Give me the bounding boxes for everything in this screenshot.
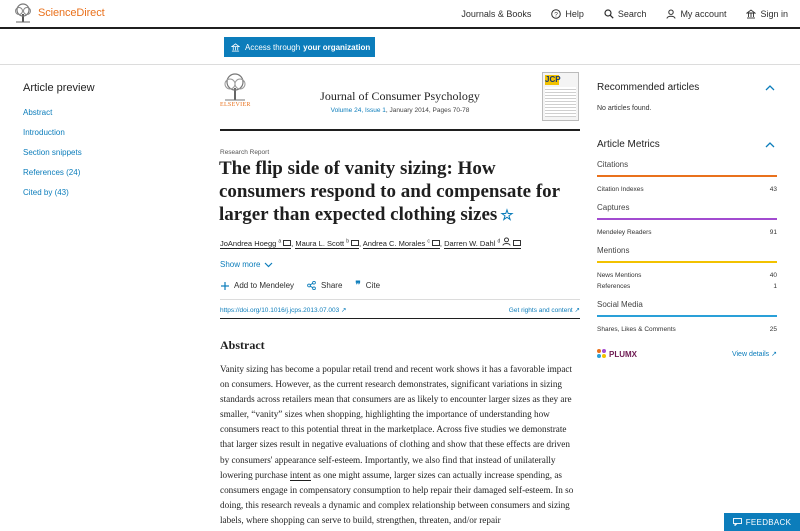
nav-cited-by[interactable]: Cited by (43) [23, 188, 69, 197]
article-type: Research Report [220, 149, 270, 156]
metric-label: Citation Indexes [597, 186, 644, 193]
metric-row [597, 186, 777, 193]
journals-books-label: Journals & Books [461, 8, 532, 19]
search-icon [604, 9, 614, 19]
search-link[interactable] [604, 9, 647, 19]
intent-link[interactable]: intent [289, 469, 311, 480]
help-label: Help [565, 8, 584, 19]
view-details-link[interactable]: View details ↗ [731, 351, 777, 358]
search-label: Search [617, 8, 647, 19]
author-sup: d [497, 238, 501, 245]
metric-value: 25 [769, 326, 777, 333]
my-account-label: My account [680, 8, 727, 19]
metric-value: 43 [769, 186, 777, 193]
cite-label: Cite [365, 281, 381, 290]
share-button[interactable] [307, 281, 342, 290]
journal-title[interactable]: Journal of Consumer Psychology [320, 89, 480, 103]
author-name: JoAndrea Hoegg [220, 239, 277, 248]
share-label: Share [321, 281, 343, 290]
abstract-part-b: as one might assume, larger sizes can actually increase spending, as consumers engage in compensatory consumption to help repair their damaged self-esteem. In so doing, this research reveals a dynamic and complex relationship between consumers and sizing labels, where shopping can serve to build, strengthen, threaten, and/or repair [220, 469, 574, 525]
plumx-row [597, 349, 777, 359]
plus-icon [221, 282, 229, 290]
metric-category-mentions: Mentions [597, 246, 777, 263]
elsevier-tree-icon [12, 3, 34, 23]
metric-row [597, 326, 777, 333]
author-link[interactable] [363, 239, 440, 249]
show-more-label: Show more [220, 260, 261, 269]
divider [0, 64, 800, 65]
star-icon[interactable]: ☆ [500, 208, 514, 224]
institution-icon [746, 9, 756, 19]
sciencedirect-logo[interactable] [12, 3, 105, 23]
feedback-label: FEEDBACK [745, 517, 792, 527]
metric-label: References [597, 283, 631, 290]
add-to-mendeley-button[interactable] [221, 281, 294, 290]
author-link[interactable] [220, 239, 291, 249]
brand-name: ScienceDirect [38, 7, 105, 19]
author-name: Andrea C. Morales [362, 239, 426, 248]
plumx-label: PLUMX [609, 349, 637, 359]
metric-row [597, 229, 777, 236]
access-bold: your organization [303, 42, 371, 52]
cover-content [545, 87, 576, 117]
my-account-link[interactable] [666, 9, 726, 19]
author-sup: a [278, 238, 282, 245]
cite-button[interactable] [355, 281, 380, 290]
mail-icon [351, 240, 359, 246]
svg-text:?: ? [554, 11, 559, 18]
chevron-down-icon [264, 262, 273, 268]
abstract-text [220, 362, 580, 528]
metric-category-social: Social Media [597, 300, 777, 317]
nav-abstract[interactable]: Abstract [23, 108, 53, 117]
quote-icon: ❞ [355, 279, 361, 291]
show-more-button[interactable] [220, 260, 273, 269]
doi-link[interactable]: https://doi.org/10.1016/j.jcps.2013.07.003 ↗ [220, 307, 347, 314]
help-link[interactable] [551, 9, 584, 19]
chat-icon [733, 518, 742, 526]
plumx-logo[interactable] [597, 349, 637, 359]
volume-link[interactable]: Volume 24, Issue 1 [330, 107, 386, 114]
journals-books-link[interactable] [461, 9, 531, 19]
metric-value: 91 [769, 229, 777, 236]
metric-category-captures: Captures [597, 203, 777, 220]
metrics-header[interactable] [597, 139, 777, 150]
right-sidebar [597, 82, 777, 359]
abstract-part-a: Vanity sizing has become a popular retail trend and recent work shows it has a favorable impact on consumers. However, as the current research demonstrates, significant variations in sizing standards across retailers mean that consumers are as likely to encounter larger sizes as they are smaller, “vanity” sizes when shopping, highlighting the importance of understanding how consumers react to this potential threat in the marketplace. Across five studies we demonstrate that larger sizes result in negative evaluations of clothing and show that these effects are driven by consumers' appearance self-esteem. Importantly, we also find that instead of unilaterally lowering purchase [220, 364, 573, 480]
metric-category-citations: Citations [597, 160, 777, 177]
chevron-up-icon [765, 85, 775, 91]
author-name: Darren W. Dahl [444, 239, 496, 248]
metric-row [597, 283, 777, 290]
access-prefix: Access through [245, 42, 301, 52]
metric-label: News Mentions [597, 272, 642, 279]
metrics-title: Article Metrics [597, 139, 660, 150]
mail-icon [513, 240, 521, 246]
recommended-header[interactable] [597, 82, 777, 93]
help-icon [551, 9, 561, 19]
author-sup: b [346, 238, 349, 245]
author-link[interactable] [444, 239, 521, 249]
doi-row [220, 299, 580, 319]
mail-icon [283, 240, 291, 246]
access-organization-button[interactable] [224, 37, 375, 57]
journal-volume [220, 107, 580, 114]
top-header [0, 0, 800, 29]
metric-label: Mendeley Readers [597, 229, 652, 236]
nav-section-snippets[interactable]: Section snippets [23, 148, 82, 157]
add-to-mendeley-label: Add to Mendeley [234, 281, 295, 290]
rights-link[interactable]: Get rights and content ↗ [508, 307, 580, 314]
institution-icon [231, 43, 240, 52]
article-actions [221, 281, 393, 290]
author-link[interactable] [295, 239, 359, 249]
no-articles-message: No articles found. [597, 105, 652, 112]
author-sup: c [427, 238, 430, 245]
user-icon [666, 9, 676, 19]
nav-introduction[interactable]: Introduction [23, 128, 65, 137]
cover-label: JCP [545, 75, 561, 84]
article-title [219, 157, 579, 228]
volume-pages: , January 2014, Pages 70-78 [385, 107, 470, 114]
sign-in-link[interactable] [746, 9, 788, 19]
abstract-heading: Abstract [220, 338, 265, 352]
journal-header [220, 72, 580, 131]
mail-icon [432, 240, 440, 246]
metric-row [597, 272, 777, 279]
nav-references[interactable]: References (24) [23, 168, 81, 177]
feedback-button[interactable] [724, 513, 800, 531]
metric-value: 40 [769, 272, 777, 279]
journal-cover[interactable] [542, 72, 579, 121]
metric-value: 1 [773, 283, 777, 290]
plumx-icon [597, 349, 607, 359]
recommended-title: Recommended articles [597, 82, 700, 93]
person-icon [502, 237, 511, 246]
header-nav [461, 0, 800, 27]
sign-in-label: Sign in [760, 8, 788, 19]
article-title-text: The flip side of vanity sizing: How consumers respond to and compensate for larger than expected clothing sizes [219, 158, 560, 225]
share-icon [307, 281, 316, 290]
author-list: JoAndrea Hoegg $^a$ , Maura L. Scott $^b$ , Andrea C. Morales $^c$ , Darren W. Dahl $^d$ [220, 237, 590, 248]
article-preview-nav [23, 82, 193, 208]
publisher-name: ELSEVIER [220, 102, 251, 108]
metric-label: Shares, Likes & Comments [597, 326, 676, 333]
chevron-up-icon [765, 142, 775, 148]
article-preview-title: Article preview [23, 82, 95, 94]
author-name: Maura L. Scott [295, 239, 345, 248]
